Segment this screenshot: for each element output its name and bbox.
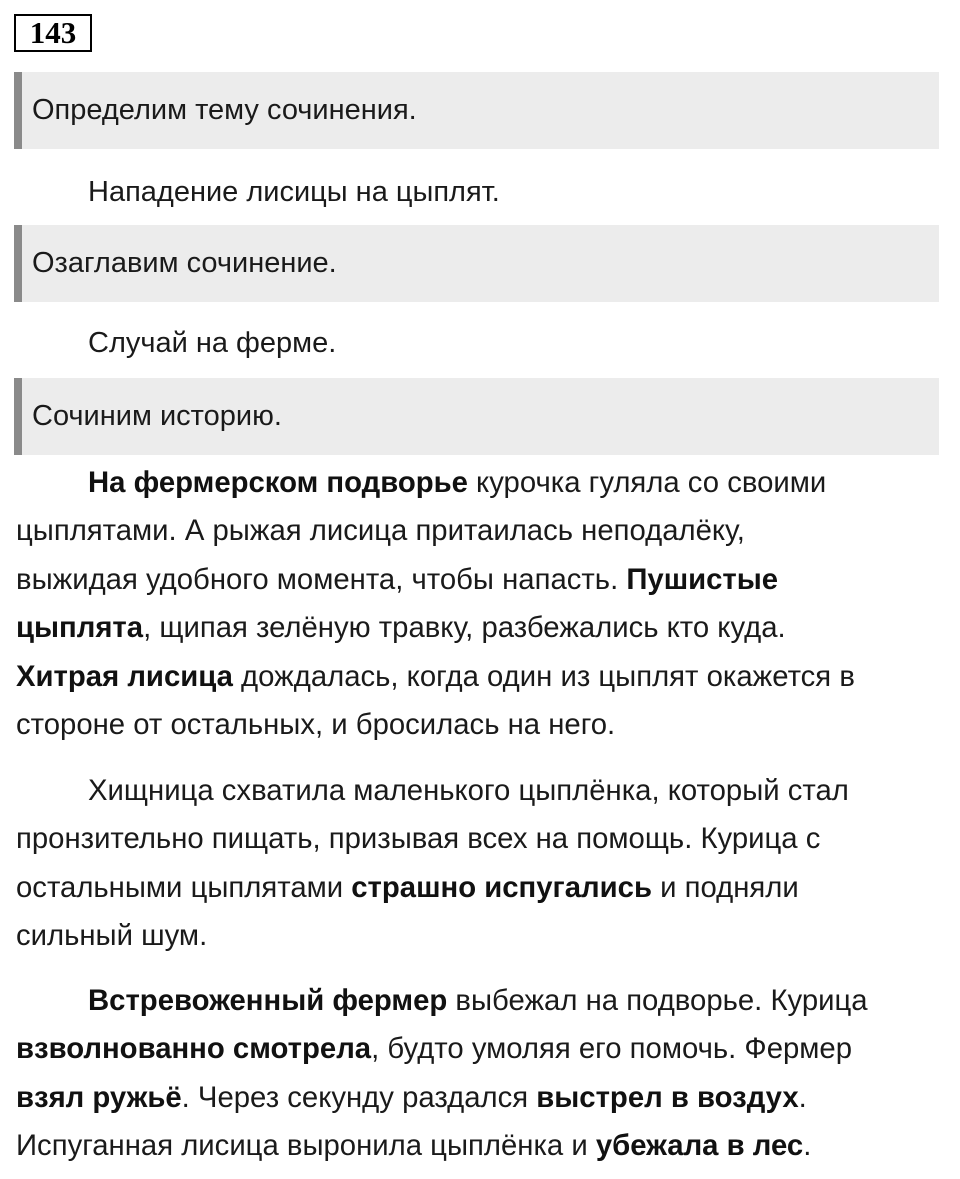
task-number: 143 — [14, 14, 92, 52]
text-span: , щипая зелёную травку, разбежались кто куда. — [143, 611, 786, 645]
bold-phrase: страшно испугались — [351, 870, 652, 904]
story-paragraph-1 — [16, 459, 956, 749]
text-span: и подняли — [651, 870, 799, 904]
bold-phrase: выстрел в воздух — [536, 1080, 799, 1114]
section-header-title: Озаглавим сочинение. — [14, 225, 939, 302]
bold-phrase: взволнованно смотрела — [16, 1032, 372, 1066]
text-line: сильный шум. — [16, 919, 208, 953]
text-span: выжидая удобного момента, чтобы напасть. — [16, 562, 627, 596]
text-line — [16, 604, 956, 652]
text-span: дождалась, когда один из цыплят окажется в — [232, 659, 855, 693]
bold-phrase: цыплята — [16, 611, 144, 645]
text-span: . — [798, 1080, 807, 1114]
text-span: курочка гуляла со своими — [467, 466, 827, 499]
section-header-story: Сочиним историю. — [14, 378, 939, 455]
text-line — [16, 1074, 956, 1122]
text-span: . Через секунду раздался — [181, 1080, 537, 1114]
bold-phrase: взял ружьё — [16, 1080, 182, 1114]
answer-title: Случай на ферме. — [88, 327, 337, 359]
text-line — [16, 1122, 956, 1170]
bold-phrase: Пушистые — [626, 562, 779, 596]
answer-topic: Нападение лисицы на цыплят. — [88, 176, 500, 208]
bold-phrase: Хитрая лисица — [16, 659, 233, 693]
text-span: остальными цыплятами — [16, 870, 352, 904]
text-line — [16, 556, 956, 604]
text-span: Испуганная лисица выронила цыплёнка и — [16, 1129, 596, 1163]
story-paragraph-2 — [16, 767, 956, 961]
text-line — [16, 459, 956, 507]
text-line: Хищница схватила маленького цыплёнка, который стал — [88, 774, 849, 807]
text-line — [16, 864, 956, 912]
bold-phrase: На фермерском подворье — [88, 466, 468, 499]
text-line — [16, 1025, 956, 1073]
text-line — [16, 653, 956, 701]
text-line — [16, 977, 956, 1025]
text-line: стороне от остальных, и бросилась на него. — [16, 708, 616, 742]
bold-phrase: Встревоженный фермер — [88, 984, 448, 1017]
text-span: , будто умоляя его помочь. Фермер — [371, 1032, 853, 1066]
section-header-topic: Определим тему сочинения. — [14, 72, 939, 149]
text-line: пронзительно пищать, призывая всех на помощь. Курица с — [16, 822, 821, 856]
text-span: . — [803, 1129, 812, 1163]
bold-phrase: убежала в лес — [595, 1129, 804, 1163]
text-span: выбежал на подворье. Курица — [447, 984, 868, 1017]
text-line: цыплятами. А рыжая лисица притаилась неподалёку, — [16, 514, 745, 548]
story-paragraph-3 — [16, 977, 956, 1171]
